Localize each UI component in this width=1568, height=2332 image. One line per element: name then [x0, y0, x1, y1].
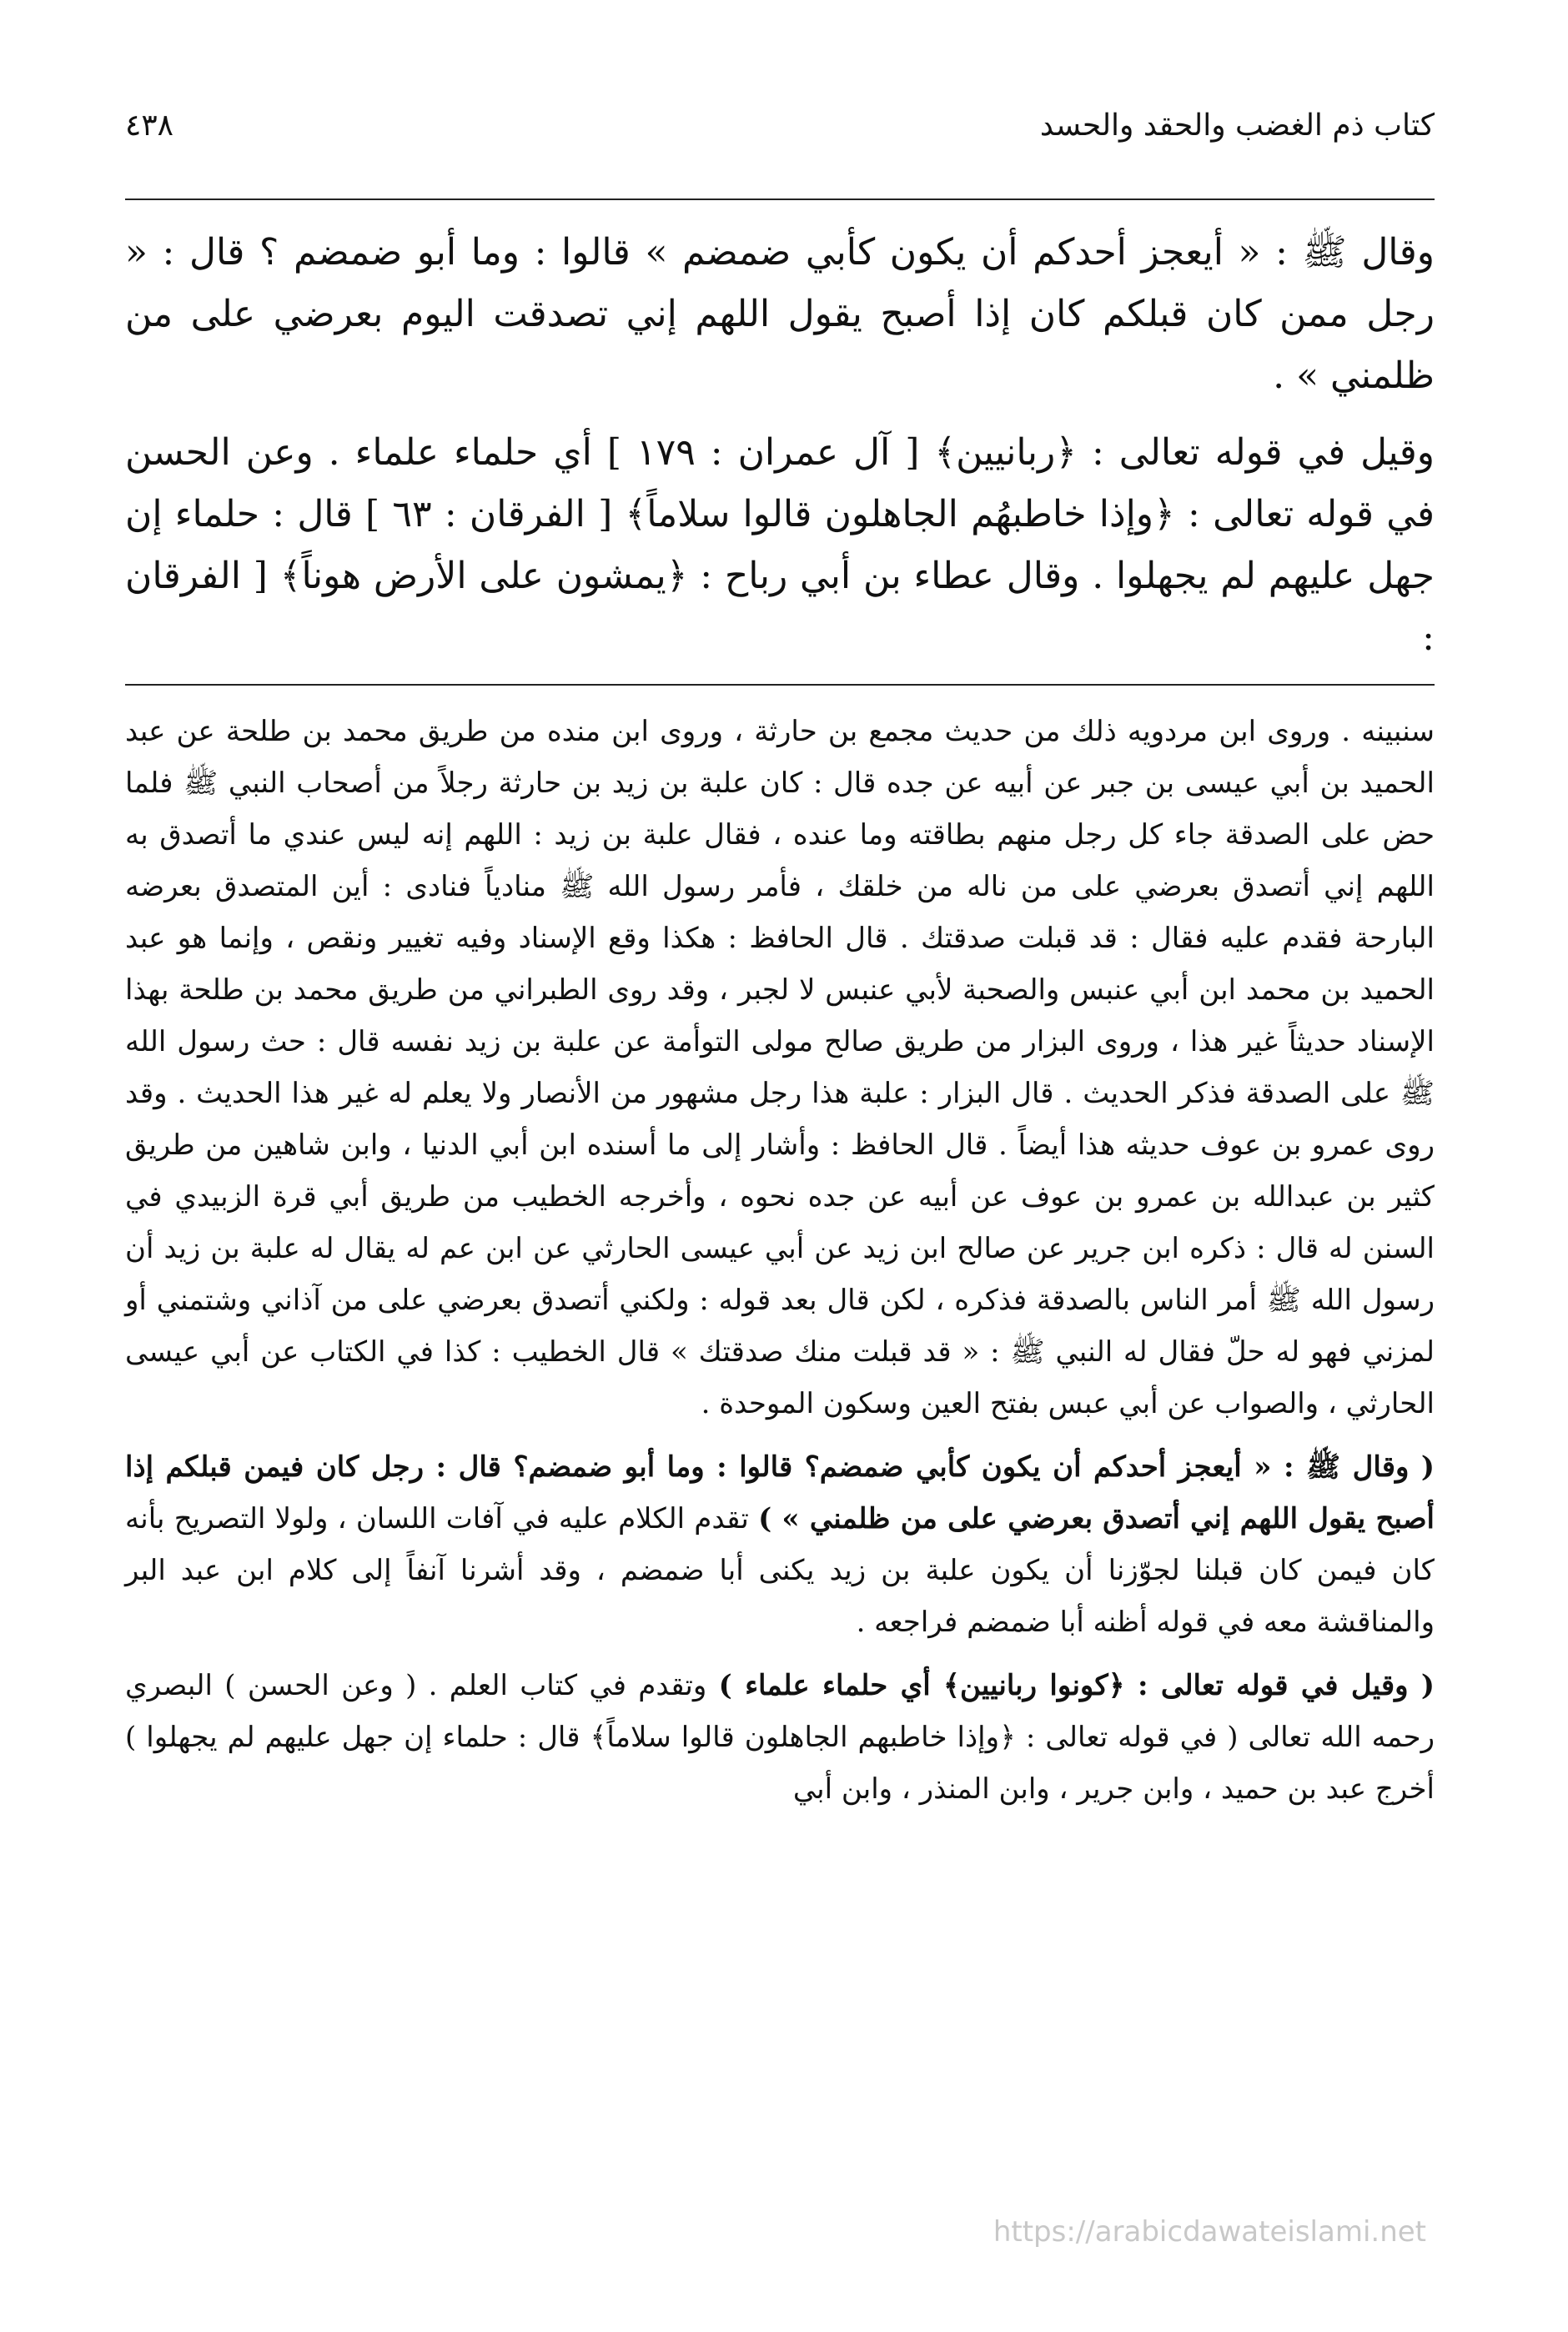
- commentary-body: وتقدم في كتاب العلم . ( وعن الحسن ) البصري رحمه الله تعالى ( في قوله تعالى : ﴿وإذا خاطبهم الجاهلون قالوا سلاماً﴾ قال : حلماء إن جهل عليهم لم يجهلوا ) أخرج عبد بن حميد ، وابن جرير ، وابن المنذر ، وابن أبي: [125, 1669, 1435, 1806]
- page-number: ٤٣٨: [125, 108, 174, 143]
- watermark-url: https://arabicdawateislami.net: [993, 2215, 1426, 2249]
- commentary-paragraph: [125, 706, 1435, 1430]
- divider: [125, 684, 1435, 686]
- book-page: [125, 108, 1435, 2244]
- page-header: [125, 108, 1435, 200]
- quoted-matn: ( وقال ﷺ : « أيعجز أحدكم أن يكون كأبي ضمضم؟ قالوا : وما أبو ضمضم؟ قال : رجل كان فيمن قبلكم إذا أصبح يقول اللهم إني أتصدق بعرضي على من ظلمني » ): [125, 1450, 1435, 1535]
- quoted-matn: ( وقيل في قوله تعالى : ﴿كونوا ربانيين﴾ أي حلماء علماء ): [718, 1669, 1435, 1702]
- main-paragraph: وقيل في قوله تعالى : ﴿ربانيين﴾ [ آل عمران : ١٧٩ ] أي حلماء علماء . وعن الحسن في قوله تعالى : ﴿وإذا خاطبهُم الجاهلون قالوا سلاماً﴾ [ الفرقان : ٦٣ ] قال : حلماء إن جهل عليهم لم يجهلوا . وقال عطاء بن أبي رباح : ﴿يمشون على الأرض هوناً﴾ [ الفرقان :: [125, 431, 1435, 659]
- commentary-body: تقدم الكلام عليه في آفات اللسان ، ولولا التصريح بأنه كان فيمن كان قبلنا لجوّزنا أن يكون علبة بن زيد يكنى أبا ضمضم ، وقد أشرنا آنفاً إلى كلام ابن عبد البر والمناقشة معه في قوله أظنه أبا ضمضم فراجعه .: [125, 1502, 1435, 1639]
- running-title: كتاب ذم الغضب والحقد والحسد: [1039, 108, 1435, 143]
- commentary-paragraph: [125, 1441, 1435, 1648]
- commentary-text: [125, 706, 1435, 1815]
- main-paragraph: وقال ﷺ : « أيعجز أحدكم أن يكون كأبي ضمضم » قالوا : وما أبو ضمضم ؟ قال : « رجل ممن كان قبلكم كان إذا أصبح يقول اللهم إني تصدقت اليوم بعرضي على من ظلمني » .: [125, 231, 1435, 397]
- main-text: [125, 222, 1435, 669]
- commentary-paragraph: [125, 1660, 1435, 1815]
- commentary-body: سنبينه . وروى ابن مردويه ذلك من حديث مجمع بن حارثة ، وروى ابن منده من طريق محمد بن طلحة عن عبد الحميد بن أبي عيسى بن جبر عن أبيه عن جده قال : كان علبة بن زيد بن حارثة رجلاً من أصحاب النبي ﷺ فلما حض على الصدقة جاء كل رجل منهم بطاقته وما عنده ، فقال علبة بن زيد : اللهم إنه ليس عندي ما أتصدق به اللهم إني أتصدق بعرضي على من ناله من خلقك ، فأمر رسول الله ﷺ منادياً فنادى : أين المتصدق بعرضه البارحة فقدم عليه فقال : قد قبلت صدقتك . قال الحافظ : هكذا وقع الإسناد وفيه تغيير ونقص ، وإنما هو عبد الحميد بن محمد ابن أبي عنبس والصحبة لأبي عنبس لا لجبر ، وقد روى الطبراني من طريق محمد بن طلحة بهذا الإسناد حديثاً غير هذا ، وروى البزار من طريق صالح مولى التوأمة عن علبة بن زيد نفسه قال : حث رسول الله ﷺ على الصدقة فذكر الحديث . قال البزار : علبة هذا رجل مشهور من الأنصار ولا يعلم له غير هذا الحديث . وقد روى عمرو بن عوف حديثه هذا أيضاً . قال الحافظ : وأشار إلى ما أسنده ابن أبي الدنيا ، وابن شاهين من طريق كثير بن عبدالله بن عمرو بن عوف عن أبيه عن جده نحوه ، وأخرجه الخطيب من طريق أبي قرة الزبيدي في السنن له قال : ذكره ابن جرير عن صالح ابن زيد عن أبي عيسى الحارثي عن ابن عم له يقال له علبة بن زيد أن رسول الله ﷺ أمر الناس بالصدقة فذكره ، لكن قال بعد قوله : ولكني أتصدق بعرضي على من آذاني وشتمني أو لمزني فهو له حلّ فقال له النبي ﷺ : « قد قبلت منك صدقتك » قال الخطيب : كذا في الكتاب عن أبي عيسى الحارثي ، والصواب عن أبي عبس بفتح العين وسكون الموحدة .: [125, 715, 1435, 1420]
